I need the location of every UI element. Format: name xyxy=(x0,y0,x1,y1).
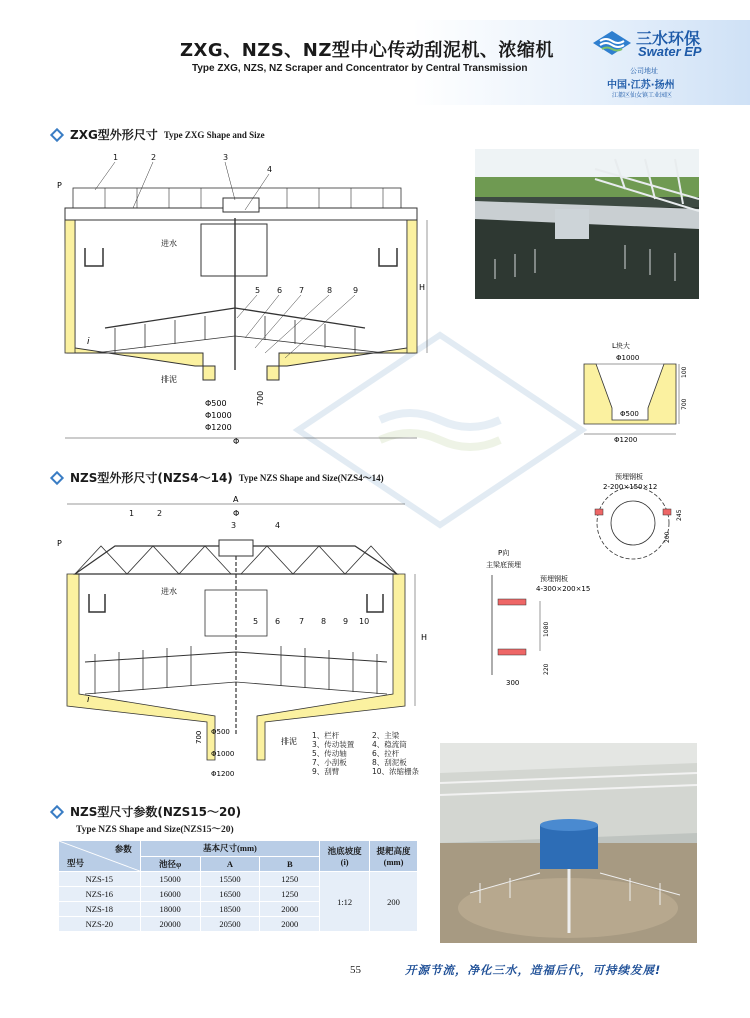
header-a: A xyxy=(200,856,260,872)
header-dia: 池径φ xyxy=(140,856,200,872)
plate-label: 预埋钢板 xyxy=(615,473,643,481)
header-basic: 基本尺寸(mm) xyxy=(140,841,319,857)
dim-500: Φ500 xyxy=(211,728,230,736)
section-nzs-title: NZS型外形尺寸(NZS4～14) xyxy=(70,471,233,485)
header-lift: 提耙高度 (mm) xyxy=(370,841,418,872)
pview-spec: 4-300×200×15 xyxy=(536,585,591,593)
phi-label: Φ xyxy=(233,437,240,446)
zxg-diagram xyxy=(55,148,435,450)
callout-7: 7 xyxy=(299,617,305,626)
legend-item: 6、拉杆 xyxy=(372,749,400,758)
callout-6: 6 xyxy=(275,617,281,626)
table-corner-header xyxy=(59,841,141,872)
phi-label: Φ xyxy=(233,509,240,518)
plate-dim-245: 245 xyxy=(676,509,683,521)
callout-3: 3 xyxy=(231,521,237,530)
sump-l-label: L块大 xyxy=(612,342,630,350)
diamond-icon xyxy=(50,470,64,484)
section-nzs-header xyxy=(52,469,384,486)
address-label: 公司地址 xyxy=(630,67,658,75)
clarifier-photo xyxy=(475,149,699,299)
table-row: NZS-15 15000 15500 1250 1:12 200 xyxy=(59,872,418,887)
slope-cell: 1:12 xyxy=(320,872,370,932)
height-label: H xyxy=(421,633,428,642)
parts-legend xyxy=(312,731,432,776)
sump-dim-1000: Φ1000 xyxy=(616,354,640,362)
drain-label: 排泥 xyxy=(281,737,297,746)
sump-dim-500: Φ500 xyxy=(620,410,639,418)
page-title: ZXG、NZS、NZ型中心传动刮泥机、浓缩机 xyxy=(180,40,554,61)
dim-a: A xyxy=(233,495,239,504)
inlet-label: 进水 xyxy=(161,239,177,248)
table-row: NZS-20 20000 20500 2000 xyxy=(59,917,418,932)
table-row: NZS-16 16000 16500 1250 xyxy=(59,887,418,902)
legend-item: 9、刮臂 xyxy=(312,767,340,776)
callout-6: 6 xyxy=(277,286,283,295)
callout-8: 8 xyxy=(321,617,327,626)
section-params-header xyxy=(52,803,241,820)
callout-9: 9 xyxy=(353,286,359,295)
section-zxg-title: ZXG型外形尺寸 xyxy=(70,128,158,142)
sump-dim-1200: Φ1200 xyxy=(614,436,638,444)
header-model: 型号 xyxy=(67,858,85,868)
section-nzs-title-en: Type NZS Shape and Size(NZS4～14) xyxy=(238,473,384,483)
section-params-title: NZS型尺寸参数(NZS15～20) xyxy=(70,805,242,819)
pview-rail: 主梁底预埋 xyxy=(486,561,521,569)
logo-icon xyxy=(592,30,632,56)
pview-embed: 预埋钢板 xyxy=(540,575,568,583)
page-number: 55 xyxy=(350,964,361,976)
dim-1200: Φ1200 xyxy=(205,423,232,432)
legend-item: 1、栏杆 xyxy=(312,731,340,740)
legend-item: 5、传动轴 xyxy=(312,749,347,758)
brand-name-en: Swater EP xyxy=(638,44,702,59)
dim-700: 700 xyxy=(195,730,203,744)
legend-item: 4、稳流筒 xyxy=(372,740,407,749)
header-slope: 池底坡度 (i) xyxy=(320,841,370,872)
slope-label: i xyxy=(87,695,90,705)
address-city: 中国·江苏·扬州 xyxy=(607,80,675,91)
callout-5: 5 xyxy=(255,286,261,295)
dim-500: Φ500 xyxy=(205,399,227,408)
embed-plate-detail xyxy=(585,471,685,571)
p-label: P xyxy=(57,539,62,548)
callout-1: 1 xyxy=(129,509,135,518)
diamond-icon xyxy=(50,127,64,141)
footer-slogan: 开源节流，净化三水，造福后代，可持续发展! xyxy=(405,963,662,977)
params-table xyxy=(58,840,418,932)
address-zone: 江都区仙女镇工业园区 xyxy=(612,92,673,99)
legend-item: 2、主梁 xyxy=(372,731,400,740)
dim-1000: Φ1000 xyxy=(211,750,235,758)
section-zxg-title-en: Type ZXG Shape and Size xyxy=(163,129,265,140)
pview-dim-220: 220 xyxy=(543,663,550,675)
callout-4: 4 xyxy=(267,165,273,174)
dim-1000: Φ1000 xyxy=(205,411,232,420)
header-b: B xyxy=(260,856,320,872)
legend-item: 10、浓缩栅条 xyxy=(372,767,420,776)
callout-7: 7 xyxy=(299,286,305,295)
callout-5: 5 xyxy=(253,617,259,626)
lift-cell: 200 xyxy=(370,872,418,932)
pview-label: P向 xyxy=(498,549,510,557)
brand-name: 三水环保 xyxy=(636,29,701,48)
p-label: P xyxy=(57,181,62,190)
callout-2: 2 xyxy=(151,153,157,162)
slope-label: i xyxy=(87,337,90,347)
callout-3: 3 xyxy=(223,153,229,162)
page-subtitle: Type ZXG, NZS, NZ Scraper and Concentrator by Central Transmission xyxy=(192,63,528,74)
legend-item: 3、传动装置 xyxy=(312,740,355,749)
legend-item: 7、小刮板 xyxy=(312,758,347,767)
section-zxg-header xyxy=(52,126,265,143)
dim-1200: Φ1200 xyxy=(211,770,235,778)
callout-2: 2 xyxy=(157,509,163,518)
concentrator-photo xyxy=(440,743,697,943)
drain-label: 排泥 xyxy=(161,375,177,384)
plate-spec: 2-200×150×12 xyxy=(603,483,658,491)
sump-dim-100: 100 xyxy=(681,366,688,378)
callout-4: 4 xyxy=(275,521,281,530)
section-params-title-en: Type NZS Shape and Size(NZS15～20) xyxy=(76,825,234,835)
callout-8: 8 xyxy=(327,286,333,295)
callout-10: 10 xyxy=(359,617,370,626)
legend-item: 8、刮泥板 xyxy=(372,758,407,767)
pview-dim-300: 300 xyxy=(506,679,520,687)
plate-dim-200: 200 xyxy=(664,531,671,543)
sump-dim-700: 700 xyxy=(681,398,688,410)
sump-detail xyxy=(582,338,692,450)
inlet-label: 进水 xyxy=(161,587,177,596)
callout-1: 1 xyxy=(113,153,119,162)
pview-dim-1080: 1080 xyxy=(543,621,550,637)
height-label: H xyxy=(419,283,426,292)
diamond-icon xyxy=(50,804,64,818)
p-view-detail xyxy=(482,545,592,690)
dim-700: 700 xyxy=(256,390,265,406)
callout-9: 9 xyxy=(343,617,349,626)
table-row: NZS-18 18000 18500 2000 xyxy=(59,902,418,917)
header-param: 参数 xyxy=(114,844,132,854)
